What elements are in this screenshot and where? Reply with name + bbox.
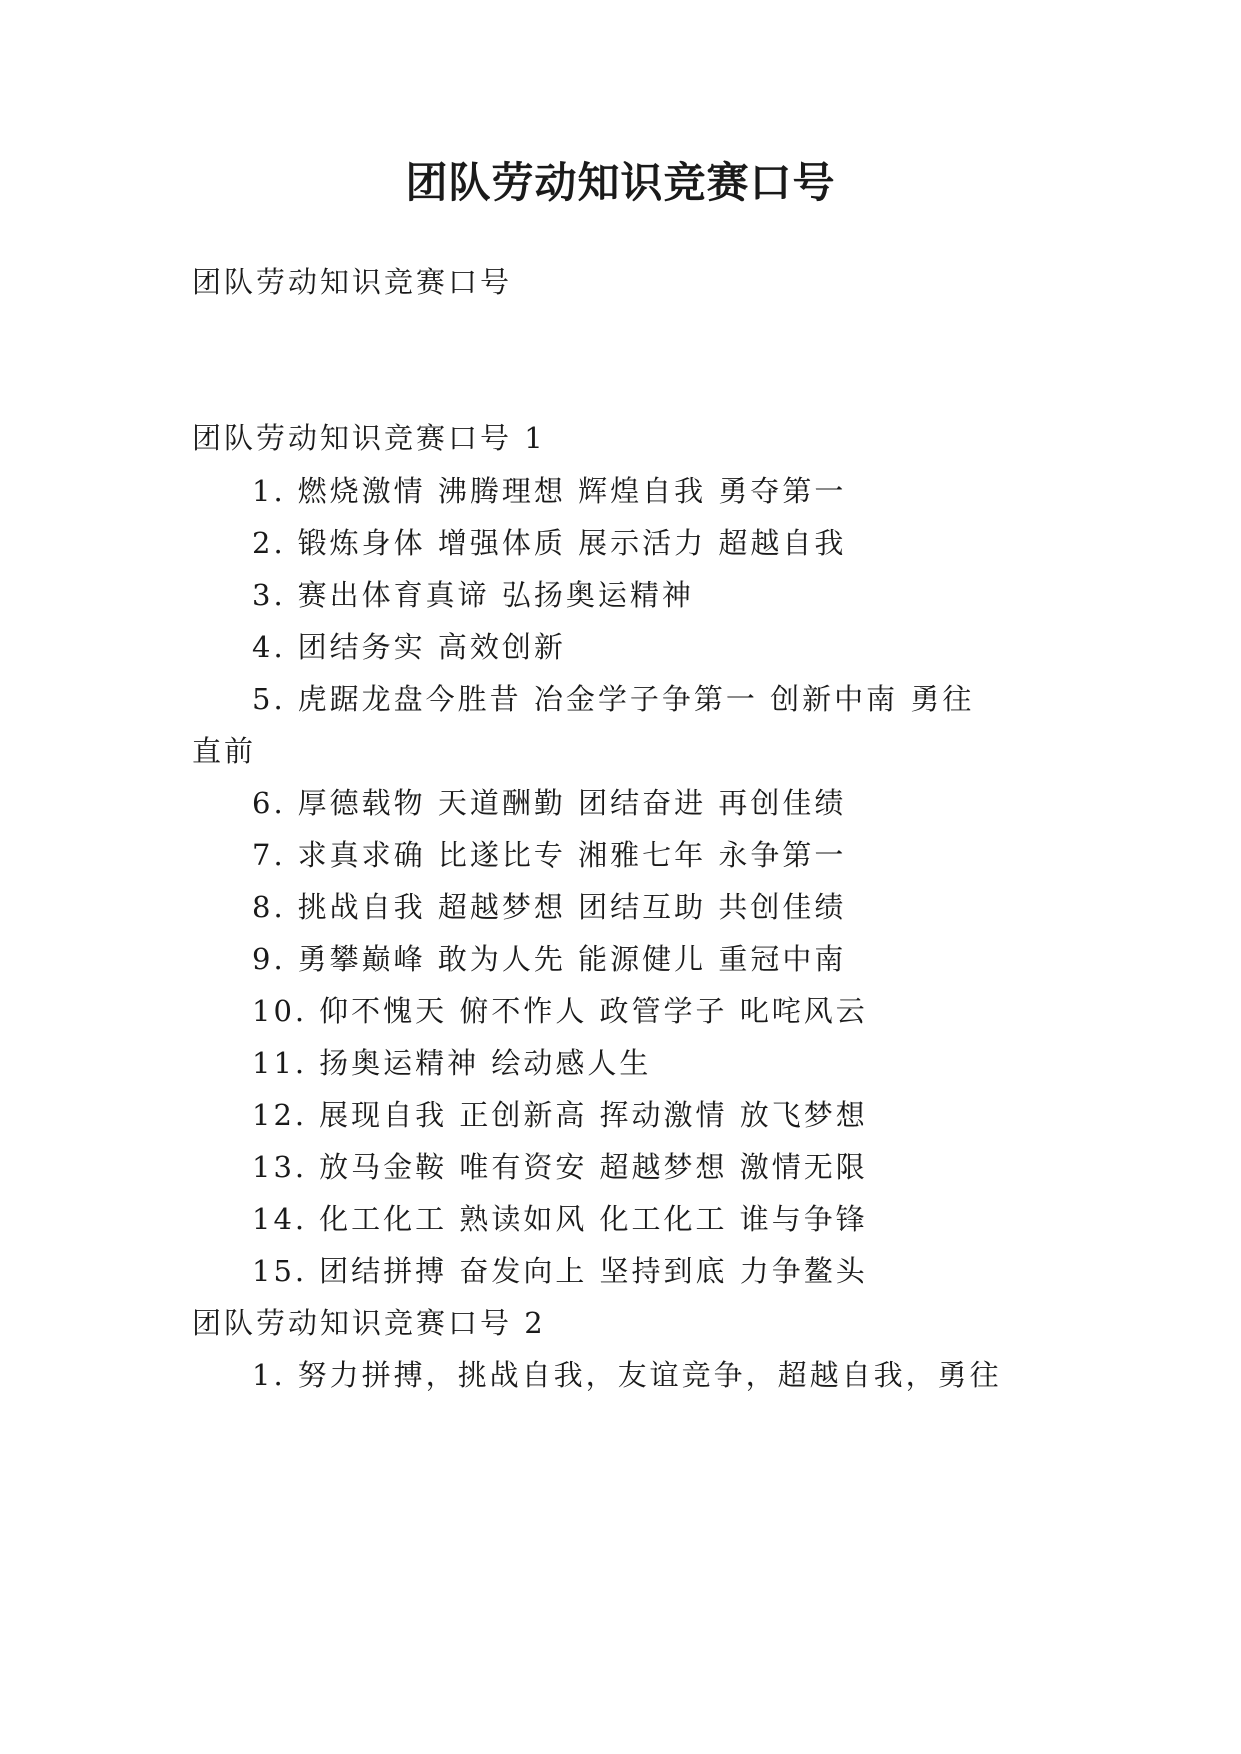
item-number: 13. — [252, 1150, 308, 1184]
item-text: 勇攀巅峰 敢为人先 能源健儿 重冠中南 — [297, 942, 847, 976]
item-text: 放马金鞍 唯有资安 超越梦想 激情无限 — [319, 1150, 868, 1184]
item-text: 燃烧激情 沸腾理想 辉煌自我 勇夺第一 — [297, 474, 847, 508]
item-text: 团结拼搏 奋发向上 坚持到底 力争鳌头 — [319, 1254, 868, 1288]
item-text: 仰不愧天 俯不怍人 政管学子 叱咤风云 — [319, 994, 868, 1028]
list-item — [252, 991, 868, 1031]
item-number: 2. — [252, 526, 286, 560]
list-item — [252, 523, 846, 563]
subtitle: 团队劳动知识竞赛口号 — [192, 265, 513, 299]
page-title: 团队劳动知识竞赛口号 — [405, 158, 836, 207]
item-number: 6. — [252, 786, 286, 820]
item-text: 虎踞龙盘今胜昔 冶金学子争第一 创新中南 勇往 — [297, 682, 975, 716]
item-number: 3. — [252, 578, 286, 612]
list-item — [252, 679, 974, 719]
list-item — [252, 1147, 868, 1187]
list-item — [252, 835, 846, 875]
item-text: 展现自我 正创新高 挥动激情 放飞梦想 — [319, 1098, 868, 1132]
item-text: 化工化工 熟读如风 化工化工 谁与争锋 — [319, 1202, 868, 1236]
item-text: 挑战自我 超越梦想 团结互助 共创佳绩 — [297, 890, 847, 924]
item-text: 厚德载物 天道酬勤 团结奋进 再创佳绩 — [297, 786, 847, 820]
item-number: 7. — [252, 838, 286, 872]
item-number: 12. — [252, 1098, 308, 1132]
list-item — [252, 1355, 1002, 1395]
section2-heading: 团队劳动知识竞赛口号 2 — [192, 1306, 546, 1340]
item-number: 5. — [252, 682, 286, 716]
item-text: 团结务实 高效创新 — [297, 630, 566, 664]
item-text: 求真求确 比遂比专 湘雅七年 永争第一 — [297, 838, 847, 872]
item-text: 扬奥运精神 绘动感人生 — [319, 1046, 652, 1080]
list-item — [252, 1095, 868, 1135]
list-item — [252, 1199, 868, 1239]
item-number: 9. — [252, 942, 286, 976]
item-number: 4. — [252, 630, 286, 664]
list-item — [252, 575, 694, 615]
item-text: 努力拼搏，挑战自我，友谊竞争，超越自我，勇往 — [297, 1358, 1002, 1392]
item-number: 11. — [252, 1046, 308, 1080]
list-item — [252, 887, 846, 927]
item-text: 锻炼身体 增强体质 展示活力 超越自我 — [297, 526, 847, 560]
list-item — [252, 783, 846, 823]
list-item — [252, 627, 566, 667]
item-number: 15. — [252, 1254, 308, 1288]
item-number: 1. — [252, 1358, 286, 1392]
item-number: 14. — [252, 1202, 308, 1236]
list-item — [252, 471, 846, 511]
section1-heading: 团队劳动知识竞赛口号 1 — [192, 421, 546, 455]
item-text: 赛出体育真谛 弘扬奥运精神 — [297, 578, 694, 612]
list-item-continuation: 直前 — [192, 734, 257, 768]
item-number: 1. — [252, 474, 286, 508]
list-item — [252, 1043, 651, 1083]
list-item — [252, 1251, 868, 1291]
item-number: 10. — [252, 994, 308, 1028]
list-item — [252, 939, 846, 979]
item-number: 8. — [252, 890, 286, 924]
